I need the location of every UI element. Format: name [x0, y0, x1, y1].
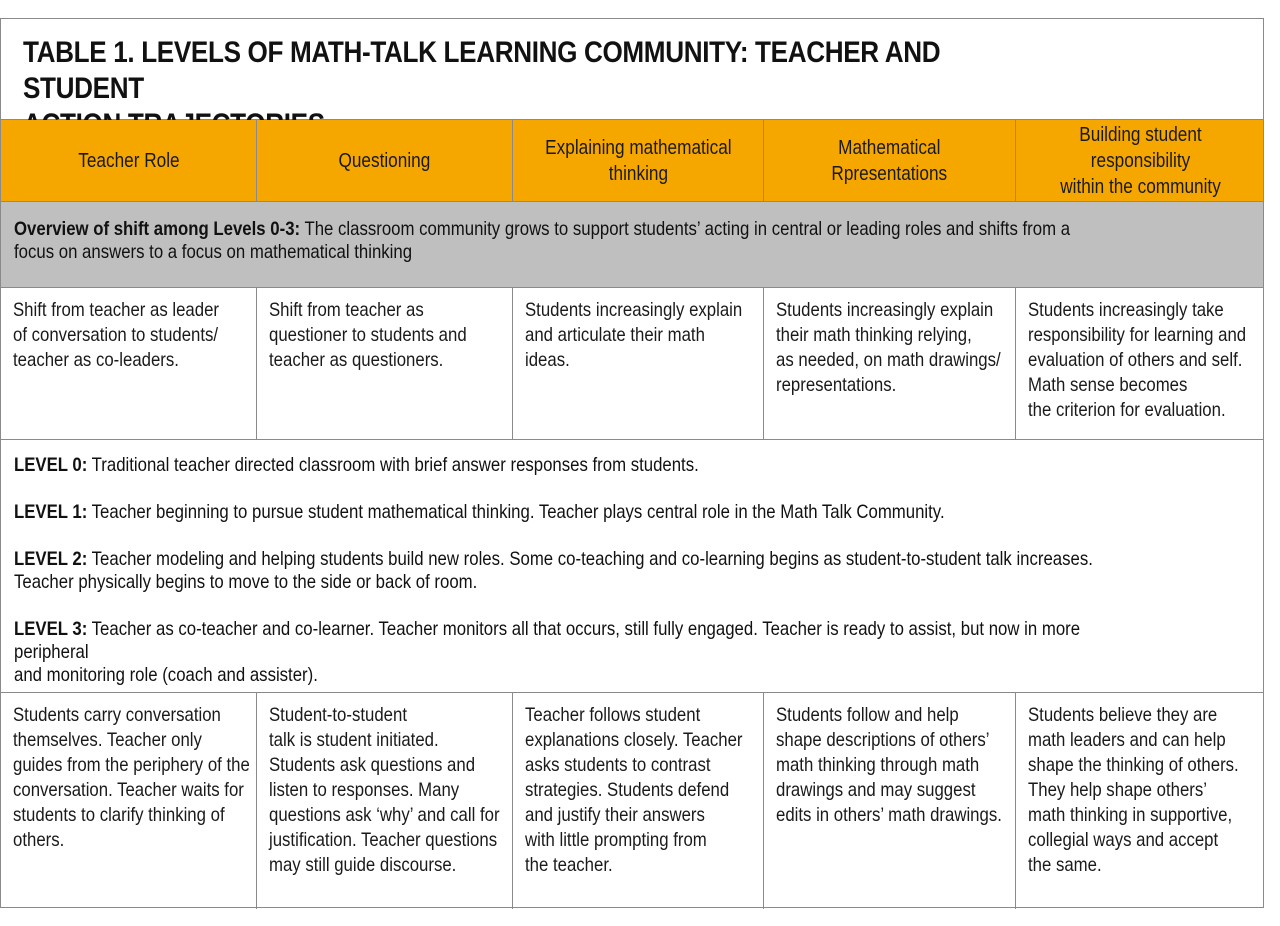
header-cell-explaining: [513, 120, 764, 201]
overview-text: [14, 218, 1132, 264]
table-cell: [257, 693, 513, 909]
cell-text: Shift from teacher as leader of conversation to students/ teacher as co-leaders.: [13, 299, 220, 371]
level-0-text: [14, 454, 1149, 477]
header-cell-responsibility: [1016, 120, 1265, 201]
table-cell: [764, 693, 1016, 909]
header-label: Questioning: [338, 149, 431, 172]
header-cell-questioning: [257, 120, 513, 201]
cell-text: Students carry conversation themselves. Teacher only guides from the periphery of the conversation. Teacher waits for students to clarify thinking of others.: [13, 704, 250, 851]
header-cell-representations: [764, 120, 1016, 201]
table-cell: [1, 288, 257, 439]
levels-row: [1, 440, 1263, 693]
level-1-text: [14, 501, 1149, 524]
table-cell: [257, 288, 513, 439]
cell-text: Students increasingly take responsibility for learning and evaluation of others and self. Math sense becomes the criterion for evaluation.: [1028, 299, 1247, 421]
level-label: LEVEL 0:: [14, 454, 88, 476]
title-row: [1, 19, 1263, 120]
shift-row: [1, 288, 1263, 440]
table-cell: [513, 288, 764, 439]
table-cell: [764, 288, 1016, 439]
overview-body: The classroom community grows to support students’ acting in central or leading roles and shifts from a focus on answers to a focus on mathematical thinking: [14, 218, 1071, 263]
level-description: Teacher modeling and helping students build new roles. Some co-teaching and co-learning begins as student-to-student talk increases. Teacher physically begins to move to the side or back of room.: [14, 548, 1093, 593]
cell-text: Students increasingly explain their math thinking relying, as needed, on math drawings/ representations.: [776, 299, 1001, 396]
header-label: Building student responsibility within the community: [1060, 123, 1221, 198]
header-row: [1, 120, 1263, 202]
level-2-text: [14, 548, 1149, 594]
table-cell: [1016, 693, 1265, 909]
header-label: Explaining mathematical thinking: [544, 136, 732, 185]
table-title: TABLE 1. LEVELS OF MATH-TALK LEARNING COMMUNITY: TEACHER AND STUDENT: [23, 36, 941, 105]
level-3-text: [14, 618, 1149, 687]
level-label: LEVEL 1:: [14, 501, 88, 523]
level-description: Teacher beginning to pursue student mathematical thinking. Teacher plays central role in the Math Talk Community.: [87, 501, 945, 523]
table-cell: [1016, 288, 1265, 439]
final-row: [1, 693, 1263, 909]
table-cell: [1, 693, 257, 909]
cell-text: Students follow and help shape descriptions of others’ math thinking through math drawings and may suggest edits in others’ math drawings.: [776, 704, 1002, 826]
cell-text: Teacher follows student explanations closely. Teacher asks students to contrast strategies. Students defend and justify their answers with little prompting from the teacher.: [525, 704, 743, 876]
level-description: Teacher as co-teacher and co-learner. Teacher monitors all that occurs, still fully engaged. Teacher is ready to assist, but now in more peripheral and monitoring role (coach and assister).: [14, 618, 1081, 686]
level-label: LEVEL 3:: [14, 618, 88, 640]
cell-text: Students increasingly explain and articulate their math ideas.: [525, 299, 743, 371]
header-label: Mathematical Rpresentations: [831, 136, 948, 185]
cell-text: Student-to-student talk is student initiated. Students ask questions and listen to responses. Many questions ask ‘why’ and call for justification. Teacher questions may still guide discourse.: [269, 704, 500, 876]
level-description: Traditional teacher directed classroom with brief answer responses from students.: [87, 454, 699, 476]
overview-label: Overview of shift among Levels 0-3:: [14, 218, 301, 240]
cell-text: Shift from teacher as questioner to students and teacher as questioners.: [269, 299, 467, 371]
overview-row: [1, 202, 1263, 288]
header-cell-teacher-role: [1, 120, 257, 201]
cell-text: Students believe they are math leaders and can help shape the thinking of others. They help shape others’ math thinking in supportive, collegial ways and accept the same.: [1028, 704, 1239, 876]
math-talk-table: [0, 18, 1264, 908]
header-label: Teacher Role: [77, 149, 180, 172]
table-cell: [513, 693, 764, 909]
level-label: LEVEL 2:: [14, 548, 88, 570]
